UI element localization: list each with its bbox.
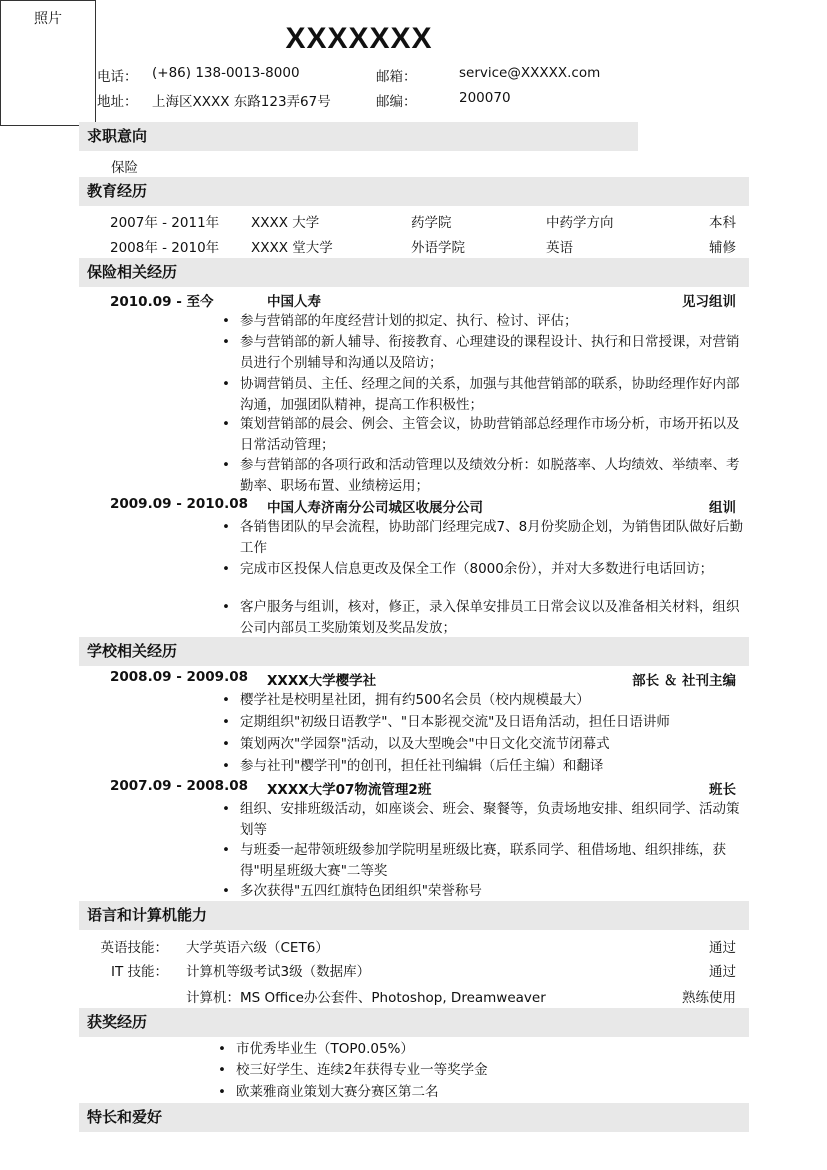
list-item: • 参与营销部的年度经营计划的拟定、执行、检讨、评估； bbox=[222, 313, 578, 329]
job-org: XXXX大学樱学社 bbox=[267, 673, 377, 689]
zip-label: 邮编： bbox=[376, 94, 417, 110]
list-item: • 校三好学生、连续2年获得专业一等奖学金 bbox=[218, 1062, 488, 1078]
list-item: • 策划营销部的晨会、例会、主管会议，协助营销部总经理作市场分析，市场开拓以及日常活动管理； bbox=[222, 416, 740, 453]
job-period: 2008.09 - 2009.08 bbox=[110, 669, 248, 685]
list-item: • 欧莱雅商业策划大赛分赛区第二名 bbox=[218, 1084, 439, 1100]
address-label: 地址： bbox=[97, 94, 138, 110]
list-item: • 参与营销部的各项行政和活动管理以及绩效分析：如脱落率、人均绩效、举绩率、考勤率、职场布置、业绩榜运用； bbox=[222, 457, 740, 494]
education-school: XXXX 大学 bbox=[251, 215, 320, 231]
list-item: • 协调营销员、主任、经理之间的关系，加强与其他营销部的联系，协助经理作好内部沟通，加强团队精神，提高工作积极性； bbox=[222, 376, 740, 413]
education-period: 2007年 - 2011年 bbox=[110, 215, 220, 231]
list-item: • 定期组织"初级日语教学"、"日本影视交流"及日语角活动，担任日语讲师 bbox=[222, 714, 670, 730]
list-item: • 策划两次"学园祭"活动，以及大型晚会"中日文化交流节闭幕式 bbox=[222, 736, 610, 752]
skill-label: IT 技能： bbox=[110, 964, 168, 980]
education-period: 2008年 - 2010年 bbox=[110, 240, 220, 256]
skill-level: 通过 bbox=[709, 964, 736, 980]
list-item: • 组织、安排班级活动，如座谈会、班会、聚餐等，负责场地安排、组织同学、活动策划等 bbox=[222, 801, 740, 838]
job-role: 组训 bbox=[709, 500, 736, 516]
skill-value: 计算机：MS Office办公套件、Photoshop, Dreamweaver bbox=[186, 990, 546, 1006]
resume-name: XXXXXXX bbox=[285, 22, 433, 55]
phone-value: (+86) 138-0013-8000 bbox=[152, 65, 300, 81]
job-role: 部长 ＆ 社刊主编 bbox=[632, 673, 736, 689]
job-role: 班长 bbox=[709, 782, 736, 798]
list-item: • 参与社刊"樱学刊"的创刊，担任社刊编辑（后任主编）和翻译 bbox=[222, 758, 604, 774]
photo-label: 照片 bbox=[34, 11, 62, 27]
list-item: • 樱学社是校明星社团，拥有约500名会员（校内规模最大） bbox=[222, 692, 590, 708]
skill-label: 英语技能： bbox=[100, 940, 168, 956]
skill-level: 通过 bbox=[709, 940, 736, 956]
skill-value: 计算机等级考试3级（数据库） bbox=[186, 964, 371, 980]
education-degree: 辅修 bbox=[709, 240, 736, 256]
photo-box bbox=[0, 0, 96, 126]
list-item: • 与班委一起带领班级参加学院明星班级比赛，联系同学、租借场地、组织排练，获得"明星班级大赛"二等奖 bbox=[222, 842, 726, 879]
skill-value: 大学英语六级（CET6） bbox=[186, 940, 329, 956]
section-education: 教育经历 bbox=[79, 177, 749, 206]
section-objective: 求职意向 bbox=[79, 122, 638, 151]
address-value: 上海区XXXX 东路123弄67号 bbox=[152, 94, 331, 110]
list-item: • 参与营销部的新人辅导、衔接教育、心理建设的课程设计、执行和日常授课，对营销员进行个别辅导和沟通以及陪访； bbox=[222, 334, 740, 371]
objective-text: 保险 bbox=[111, 160, 138, 176]
education-major: 中药学方向 bbox=[546, 215, 614, 231]
education-college: 外语学院 bbox=[411, 240, 465, 256]
skill-level: 熟练使用 bbox=[682, 990, 736, 1006]
education-major: 英语 bbox=[546, 240, 573, 256]
list-item: • 客户服务与组训，核对，修正，录入保单安排员工日常会议以及准备相关材料，组织公司内部员工奖励策划及奖品发放； bbox=[222, 599, 740, 636]
zip-value: 200070 bbox=[459, 90, 511, 106]
section-skills: 语言和计算机能力 bbox=[79, 901, 749, 930]
job-org: XXXX大学07物流管理2班 bbox=[267, 782, 432, 798]
phone-label: 电话： bbox=[97, 69, 138, 85]
list-item: • 市优秀毕业生（TOP0.05%） bbox=[218, 1041, 414, 1057]
education-college: 药学院 bbox=[411, 215, 452, 231]
job-period: 2009.09 - 2010.08 bbox=[110, 496, 248, 512]
job-org: 中国人寿济南分公司城区收展分公司 bbox=[267, 500, 483, 516]
section-hobbies: 特长和爱好 bbox=[79, 1103, 749, 1132]
education-school: XXXX 堂大学 bbox=[251, 240, 333, 256]
section-school: 学校相关经历 bbox=[79, 637, 749, 666]
job-period: 2007.09 - 2008.08 bbox=[110, 778, 248, 794]
email-label: 邮箱： bbox=[376, 69, 417, 85]
job-org: 中国人寿 bbox=[267, 294, 321, 310]
section-awards: 获奖经历 bbox=[79, 1008, 749, 1037]
education-degree: 本科 bbox=[709, 215, 736, 231]
list-item: • 各销售团队的早会流程，协助部门经理完成7、8月份奖励企划，为销售团队做好后勤工作 bbox=[222, 519, 744, 556]
section-insurance: 保险相关经历 bbox=[79, 258, 749, 287]
job-period: 2010.09 - 至今 bbox=[110, 294, 214, 310]
email-value: service@XXXXX.com bbox=[459, 65, 601, 81]
list-item: • 多次获得"五四红旗特色团组织"荣誉称号 bbox=[222, 883, 482, 899]
job-role: 见习组训 bbox=[682, 294, 736, 310]
list-item: • 完成市区投保人信息更改及保全工作（8000余份），并对大多数进行电话回访； bbox=[222, 561, 714, 577]
